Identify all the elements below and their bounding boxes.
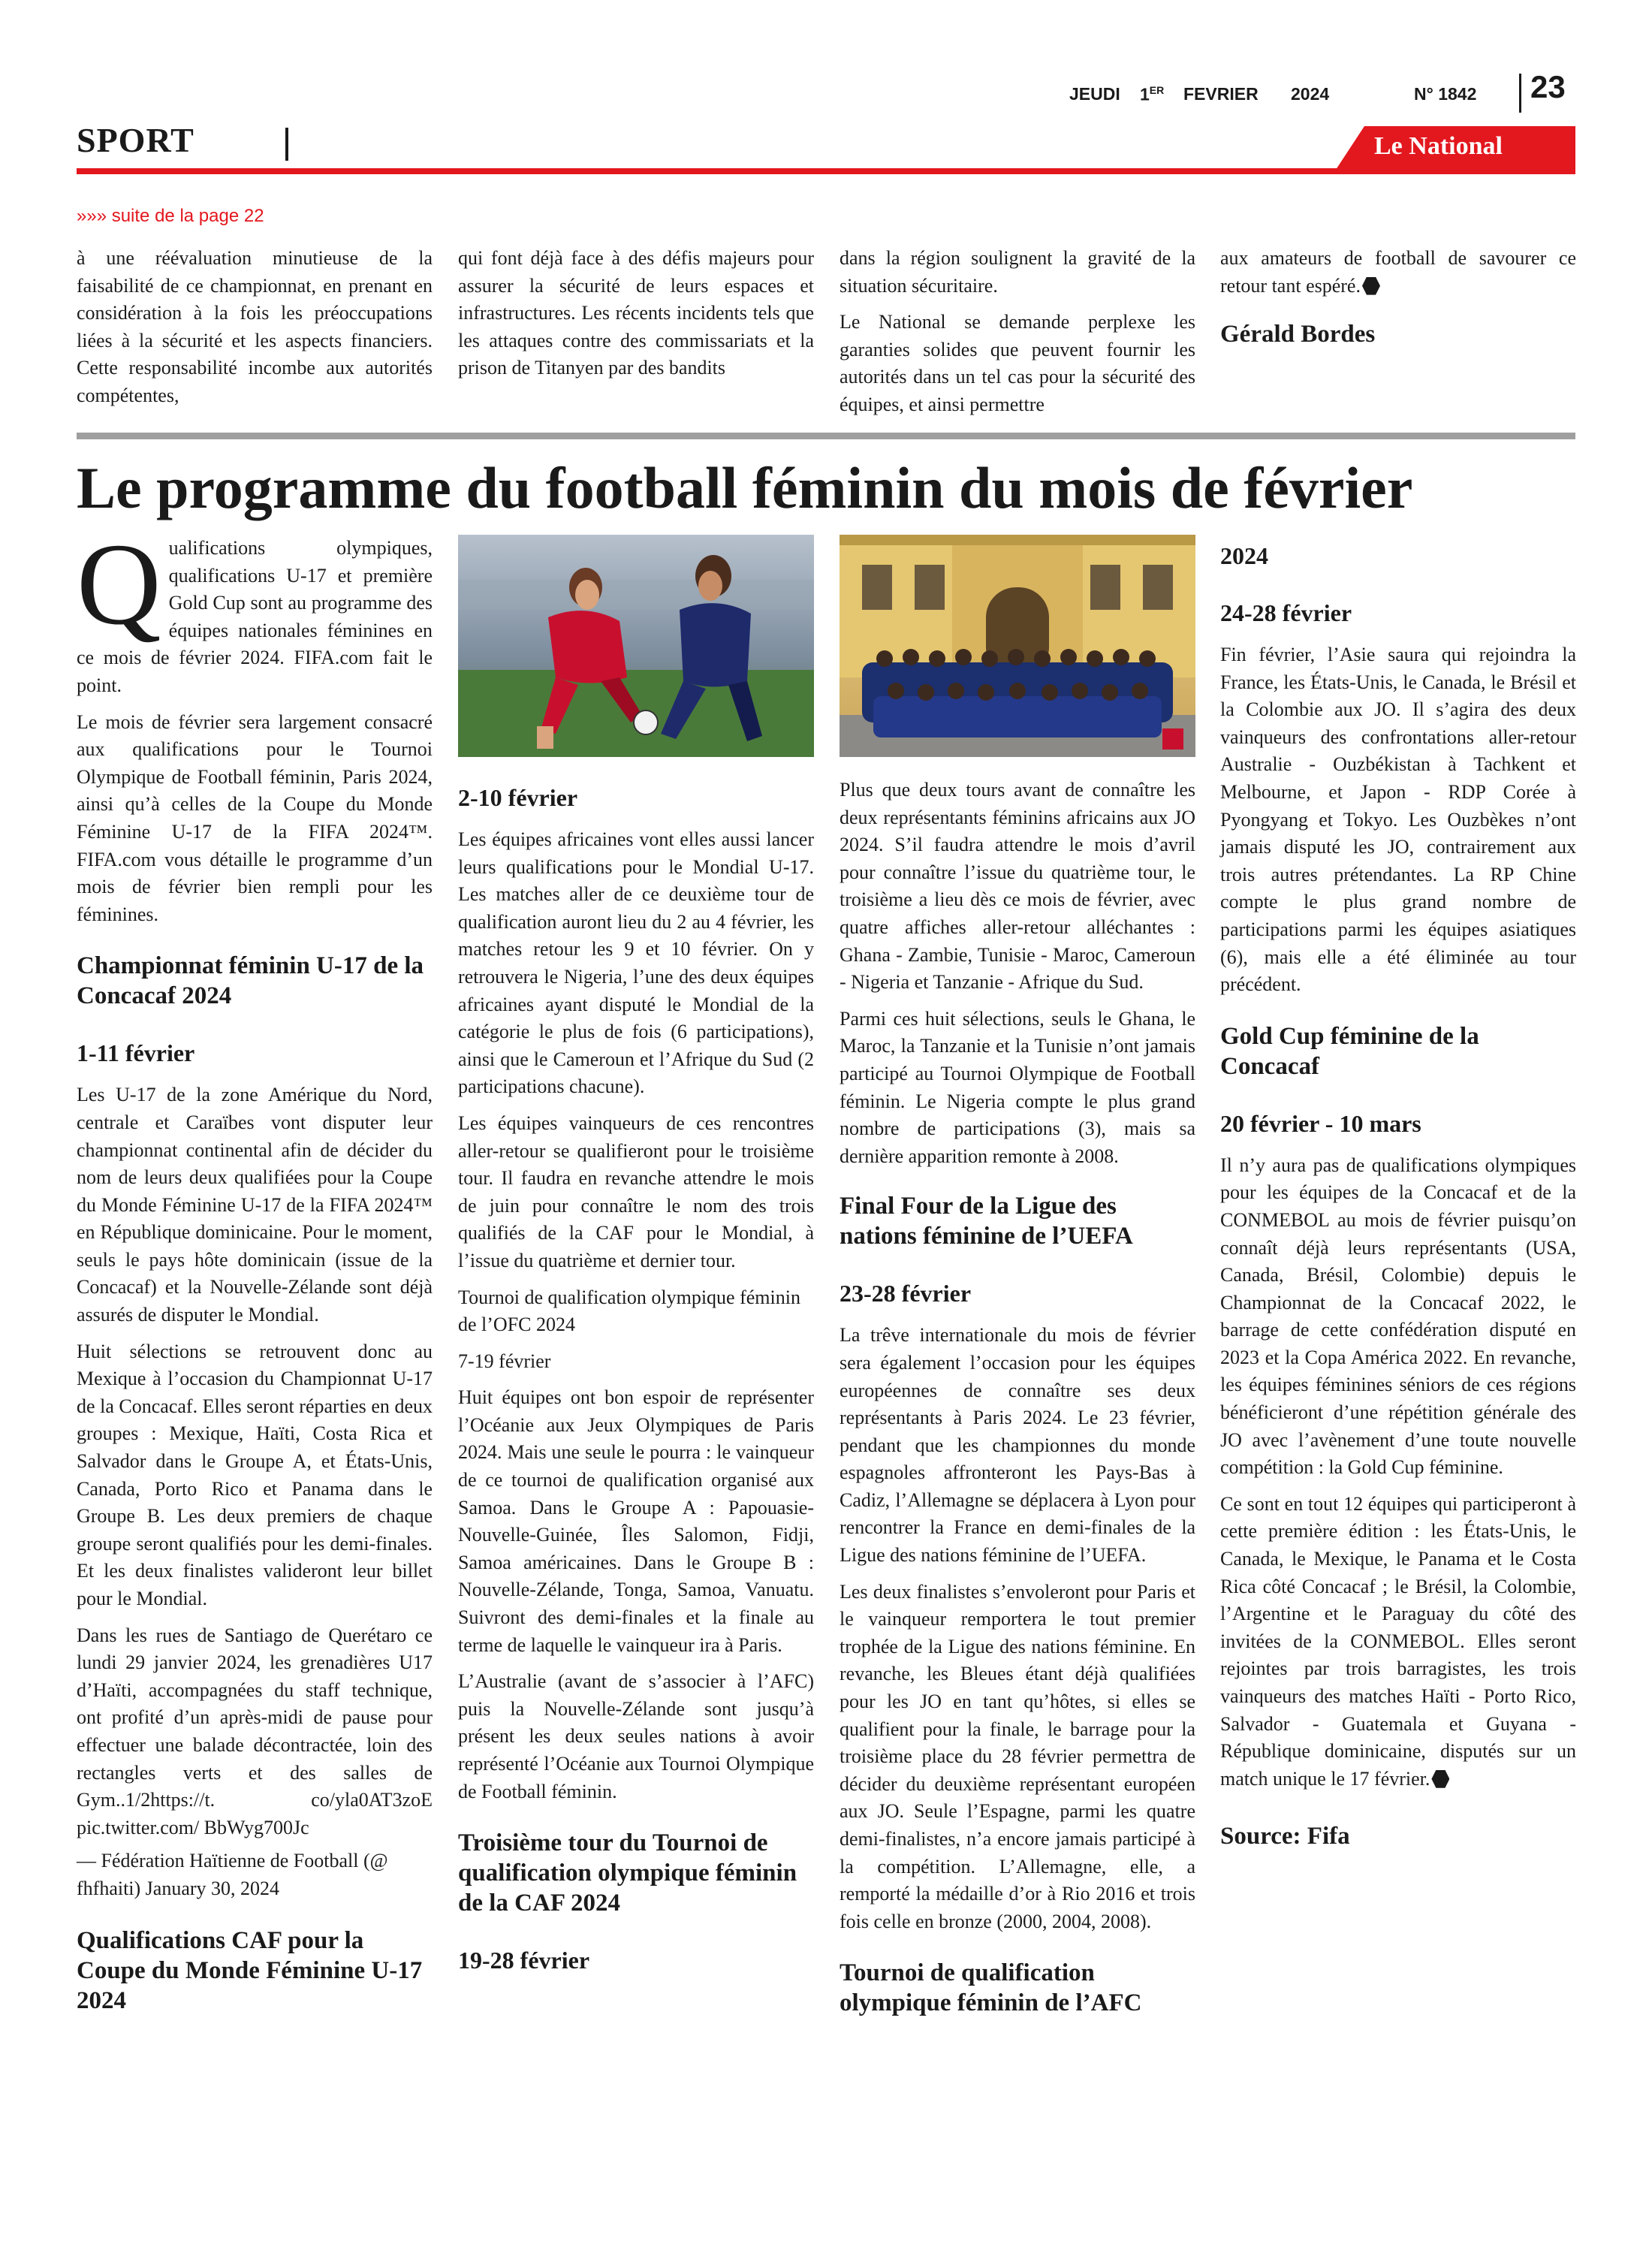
paragraph: à une réévaluation minutieuse de la faisabilité de ce championnat, en prenant en considération à la fois les préoccupations liées à la sécurité et les aspects financiers. Cette responsabilité incombe aux autorités compétentes, [77,247,433,406]
date-month: FEVRIER [1183,84,1259,104]
paragraph: Les équipes africaines vont elles aussi lancer leurs qualifications pour le Mondial U-17. Les matches aller de ce deuxième tour de qualification auront lieu du 2 au 4 février, les matches retour les 9 et 10 février. On y retrouvera le Nigeria, l’une des deux équipes africaines ayant disputé le Mondial de la catégorie le plus de fois (6 participations), ainsi que le Cameroun et l’Afrique du Sud (2 participations chacune). [458,828,814,1098]
paragraph: La trêve internationale du mois de février sera également l’occasion pour les équipes européennes de connaître ses deux représentants à Paris 2024. Le 23 février, pendant que les championnes du monde espagnoles affronteront les Pays-Bas à Cadiz, l’Allemagne se déplacera à Lyon pour rencontrer la France en demi-finales de la Ligue des nations féminine de l’UEFA. [840,1324,1195,1567]
paragraph: Ce sont en tout 12 équipes qui participeront à cette première édition : les États-Unis, le Canada, le Mexique, le Panama et le Costa Rica côté Concacaf ; le Brésil, la Colombie, l’Argentine et le Paraguay du côté des invitées de la CONMEBOL. Elles seront rejointes par trois barragistes, les trois vainqueurs des matches Haïti - Porto Rico, Salvador - Guatemala et Guyana - République dominicaine, disputés sur un match unique le 17 février. [1220,1492,1576,1790]
paragraph: Huit sélections se retrouvent donc au Mexique à l’occasion du Championnat U-17 de la Concacaf. Elles seront réparties en deux groupes : Mexique, Haïti, Costa Rica et Salvador dans le Groupe A, et États-Unis, Canada, Porto Rico et Panama dans le Groupe B. Les deux premiers de chaque groupe seront qualifiés pour les demi-finales. Et les deux finalistes valideront leur billet pour le Mondial. [77,1340,433,1609]
brand-logo: Le National [1374,132,1503,160]
subheading-caf-u17: Qualifications CAF pour la Coupe du Monde Féminine U-17 2024 [77,1926,423,2014]
article-col-4 [1220,535,1576,2239]
paragraph: Dans les rues de Santiago de Querétaro ce lundi 29 janvier 2024, les grenadières U17 d’Haïti, accompagnées du staff technique, ont profité d’un après-midi de pause pour effectuer une balade décontractée, loin des rectangles verts et des salles de Gym..1/2https://t. co/yla0AT3zoE pic.twitter.com/ BbWyg700Jc [77,1624,433,1838]
article-separator [77,433,1575,439]
paragraph: qui font déjà face à des défis majeurs pour assurer la sécurité de leurs espaces et infrastructures. Les récents incidents tels que les attaques contre des commissariats et la prison de Titanyen par des bandits [458,247,814,379]
date-year: 2024 [1291,84,1330,104]
paragraph: Fin février, l’Asie saura qui rejoindra la France, les États-Unis, le Canada, le Brésil et la Colombie aux JO. Il s’agira des deux vainqueurs des confrontations aller-retour Australie - Ouzbékistan à Tachkent et Melbourne, et Japon - RDP Corée à Pyongyang et Tokyo. Les Ouzbèkes n’ont jamais disputé les JO, contrairement aux trois autres prétendantes. La RP Chine compte le plus grand nombre de participations parmi les équipes asiatiques (6), mais elle a été éliminée au tour précédent. [1220,644,1576,996]
date-heading: 19-28 février [458,1947,590,1974]
author-byline: Gérald Bordes [1220,321,1376,348]
paragraph: Il n’y aura pas de qualifications olympiques pour les équipes de la Concacaf et de la CONMEBOL au mois de février puisqu’on connaît déjà leurs représentants (USA, Canada, Brésil, Colombie) depuis le Championnat de la Concacaf 2022, le barrage de cette confédération disputé en 2023 et la Copa América 2022. En revanche, les équipes féminines séniors de ces régions bénéficieront d’une répétition générale des JO avec l’avènement d’une toute nouvelle compétition : la Gold Cup féminine. [1220,1154,1576,1479]
paragraph: Les U-17 de la zone Amérique du Nord, centrale et Caraïbes vont disputer leur championnat continental afin de décider du nom de leurs deux qualifiées pour la Coupe du Monde Féminine U-17 de la FIFA 2024™ en République dominicaine. Pour le moment, seuls le pays hôte dominicain (issue de la Concacaf) et la Nouvelle-Zélande sont déjà assurés de disputer le Mondial. [77,1084,433,1326]
paragraph: Tournoi de qualification olympique féminin de l’OFC 2024 [458,1286,800,1336]
source-credit: Source: Fifa [1220,1823,1350,1850]
paragraph: Plus que deux tours avant de connaître les deux représentants féminins africains aux JO 2024. S’il faudra attendre le mois d’avril pour connaître l’issue du quatrième tour, le troisième a lieu dès ce mois de février, avec quatre affiches aller-retour alléchantes : Ghana - Zambie, Tunisie - Maroc, Cameroun - Nigeria et Tanzanie - Afrique du Sud. [840,779,1195,994]
page-number: 23 [1530,69,1566,104]
continued-from-link[interactable]: »»» suite de la page 22 [77,206,264,226]
date-day: JEUDI [1069,84,1120,104]
paragraph: Les équipes vainqueurs de ces rencontres aller-retour se qualifieront pour le troisième tour. Il faudra en revanche attendre le mois de juin pour connaître le nom des trois qualifiés de la CAF pour le Mondial, à l’issue du quatrième et dernier tour. [458,1111,814,1271]
page-number-divider [1519,74,1521,113]
paragraph: 7-19 février [458,1350,551,1372]
subheading-afc: Tournoi de qualification olympique féminin de l’AFC [840,1959,1142,2017]
subheading-continued: 2024 [1220,542,1268,569]
team-group-photo [840,535,1195,757]
date-number: 1ER [1140,84,1165,104]
date-heading: 20 février - 10 mars [1220,1109,1421,1137]
prev-article-col-2 [458,245,814,415]
article-headline: Le programme du football féminin du mois de février [77,455,1413,520]
date-heading: 23-28 février [840,1280,972,1307]
football-match-photo [458,535,814,757]
paragraph: dans la région soulignent la gravité de la situation sécuritaire. [840,247,1195,297]
paragraph: Les deux finalistes s’envoleront pour Paris et le vainqueur remportera le tout premier trophée de la Ligue des nations féminine. En revanche, les Bleues étant déjà qualifiées pour les JO en tant qu’hôtes, si elles se qualifient pour la finale, le barrage pour la troisième place du 28 février permettra de décider du deuxième représentant européen aux JO. Seule l’Espagne, parmi les quatre demi-finalistes, n’a encore jamais participé à la compétition. L’Allemagne, elle, a remporté la médaille d’or à Rio 2016 et trois fois celle en bronze (2000, 2004, 2008). [840,1580,1195,1932]
date-heading: 1-11 février [77,1039,195,1067]
drop-cap: Q [77,519,161,649]
end-of-article-icon [1362,277,1380,295]
subheading-concacaf-u17: Championnat féminin U-17 de la Concacaf 2024 [77,952,424,1010]
paragraph: Parmi ces huit sélections, seuls le Ghana, le Maroc, la Tanzanie et la Tunisie n’ont jamais participé au Tournoi Olympique de Football féminin. Le Nigeria compte le plus grand nombre de participations (3), mais sa dernière apparition remonte à 2008. [840,1007,1195,1167]
paragraph: L’Australie (avant de s’associer à l’AFC) puis la Nouvelle-Zélande sont jusqu’à présent les deux seules nations à avoir représenté l’Océanie aux Tournoi Olympique de Football féminin. [458,1670,814,1802]
article-col-3 [840,535,1195,2239]
date-heading: 2-10 février [458,784,578,811]
paragraph: Le mois de février sera largement consacré aux qualifications pour le Tournoi Olympique de Football féminin, Paris 2024, ainsi qu’à celles de la Coupe du Monde Féminine U-17 de la FIFA 2024™. FIFA.com vous détaille le programme d’un mois de février bien rempli pour les féminines. [77,710,433,925]
prev-article-col-1 [77,245,433,415]
paragraph: Huit équipes ont bon espoir de représenter l’Océanie aux Jeux Olympiques de Paris 2024. Mais une seule le pourra : le vainqueur de ce tournoi de qualification organisé aux Samoa. Dans le Groupe A : Papouasie-Nouvelle-Guinée, Îles Salomon, Fidji, Samoa américaines. Dans le Groupe B : Nouvelle-Zélande, Tonga, Samoa, Vanuatu. Suivront des demi-finales et la finale au terme de laquelle le vainqueur ira à Paris. [458,1386,814,1656]
prev-article-col-3 [840,245,1195,415]
article-col-1 [77,519,433,2239]
issue-number: N° 1842 [1414,84,1477,104]
date-heading: 24-28 février [1220,599,1352,626]
subheading-uefa: Final Four de la Ligue des nations féminine de l’UEFA [840,1193,1133,1250]
intro-paragraph: Qualifications olympiques, qualifications U-17 et première Gold Cup sont au programme des équipes nationales féminines en ce mois de février 2024. FIFA.com fait le point. [77,519,433,696]
subheading-caf-olympic: Troisième tour du Tournoi de qualification olympique féminin de la CAF 2024 [458,1829,797,1917]
paragraph: Le National se demande perplexe les garanties solides que peuvent fournir les autorités dans un tel cas pour la sécurité des équipes, et ainsi permettre [840,311,1195,415]
section-divider [285,128,288,161]
subheading-gold-cup: Gold Cup féminine de la Concacaf [1220,1022,1479,1080]
article-col-2 [458,535,814,2239]
prev-article-col-4 [1220,245,1576,415]
paragraph: aux amateurs de football de savourer ce retour tant espéré. [1220,247,1576,297]
section-title: SPORT [77,121,194,159]
tweet-attribution: — Fédération Haïtienne de Football (@ fhfhaiti) January 30, 2024 [77,1850,388,1899]
end-of-article-icon [1431,1770,1449,1788]
